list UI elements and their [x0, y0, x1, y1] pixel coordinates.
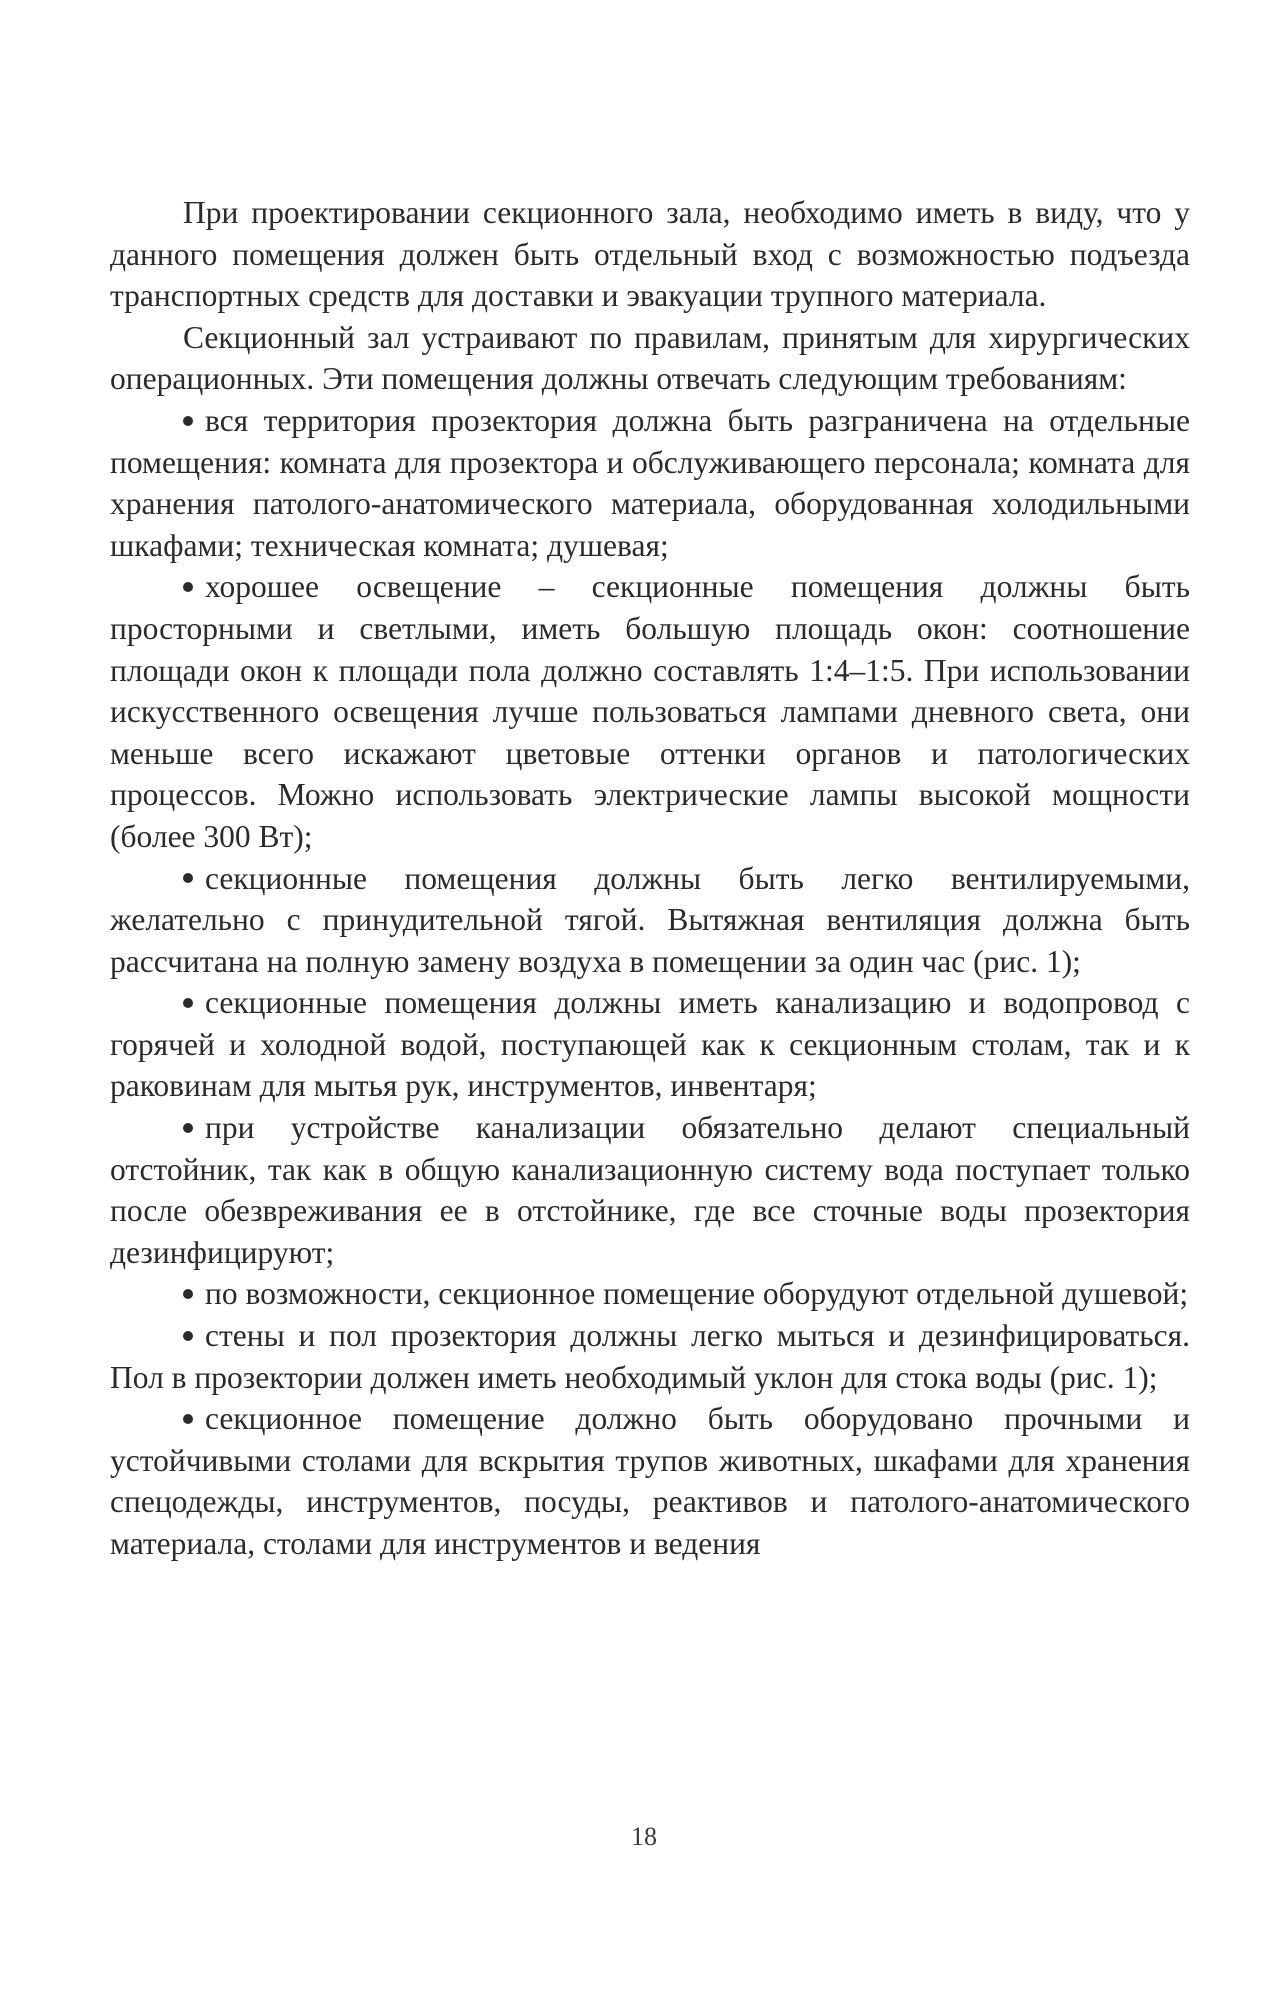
list-item-text: вся территория прозектория должна быть разграничена на отдельные помещения: комната для прозектора и обслуживающего персонала; комната для хранения патолого-анатомического материала, оборудованная холодильными шкафами; техническая комната; душевая; [110, 402, 1190, 563]
list-item-text: секционные помещения должны быть легко вентилируемыми, желательно с принудительной тягой. Вытяжная вентиляция должна быть рассчитана на полную замену воздуха в помещении за один час (рис. 1); [110, 860, 1190, 979]
list-item [110, 400, 1190, 566]
page-body [110, 192, 1190, 1565]
bullet-icon [183, 582, 193, 592]
bullet-icon [183, 873, 193, 883]
list-item-text: хорошее освещение – секционные помещения должны быть просторными и светлыми, иметь большую площадь окон: соотношение площади окон к площади пола должно составлять 1:4–1:5. При использовании искусственного освещения лучше пользоваться лампами дневного света, они меньше всего искажают цветовые оттенки органов и патологических процессов. Можно использовать электрические лампы высокой мощности (более 300 Вт); [110, 569, 1190, 854]
bullet-icon [183, 1123, 193, 1133]
list-item [110, 1315, 1190, 1398]
paragraph-requirements: Секционный зал устраивают по правилам, принятым для хирургических операционных. Эти помещения должны отвечать следующим требованиям: [110, 319, 1190, 397]
bullet-icon [183, 1331, 193, 1341]
bullet-icon [183, 1414, 193, 1424]
bullet-icon [183, 998, 193, 1008]
list-item [110, 858, 1190, 983]
bullet-icon [183, 1289, 193, 1299]
list-item [110, 1398, 1190, 1564]
list-item-text: стены и пол прозектория должны легко мыться и дезинфицироваться. Пол в прозектории должен иметь необходимый уклон для стока воды (рис. 1); [110, 1318, 1190, 1395]
list-item [110, 1107, 1190, 1273]
paragraph-intro: При проектировании секционного зала, необходимо иметь в виду, что у данного помещения должен быть отдельный вход с возможностью подъезда транспортных средств для доставки и эвакуации трупного материала. [110, 195, 1190, 314]
bullet-icon [183, 416, 193, 426]
list-item-text: при устройстве канализации обязательно делают специальный отстойник, так как в общую канализационную систему вода поступает только после обезвреживания ее в отстойнике, где все сточные воды прозектория дезинфицируют; [110, 1110, 1190, 1270]
list-item [110, 566, 1190, 857]
list-item-text: по возможности, секционное помещение оборудуют отдельной душевой; [205, 1276, 1189, 1312]
list-item [110, 1273, 1190, 1315]
list-item-text: секционные помещения должны иметь канализацию и водопровод с горячей и холодной водой, поступающей как к секционным столам, так и к раковинам для мытья рук, инструментов, инвентаря; [110, 985, 1190, 1104]
list-item-text: секционное помещение должно быть оборудовано прочными и устойчивыми столами для вскрытия трупов животных, шкафами для хранения спецодежды, инструментов, посуды, реактивов и патолого-анатомического материала, столами для инструментов и ведения [110, 1401, 1190, 1561]
page-number: 18 [631, 1822, 657, 1851]
list-item [110, 982, 1190, 1107]
